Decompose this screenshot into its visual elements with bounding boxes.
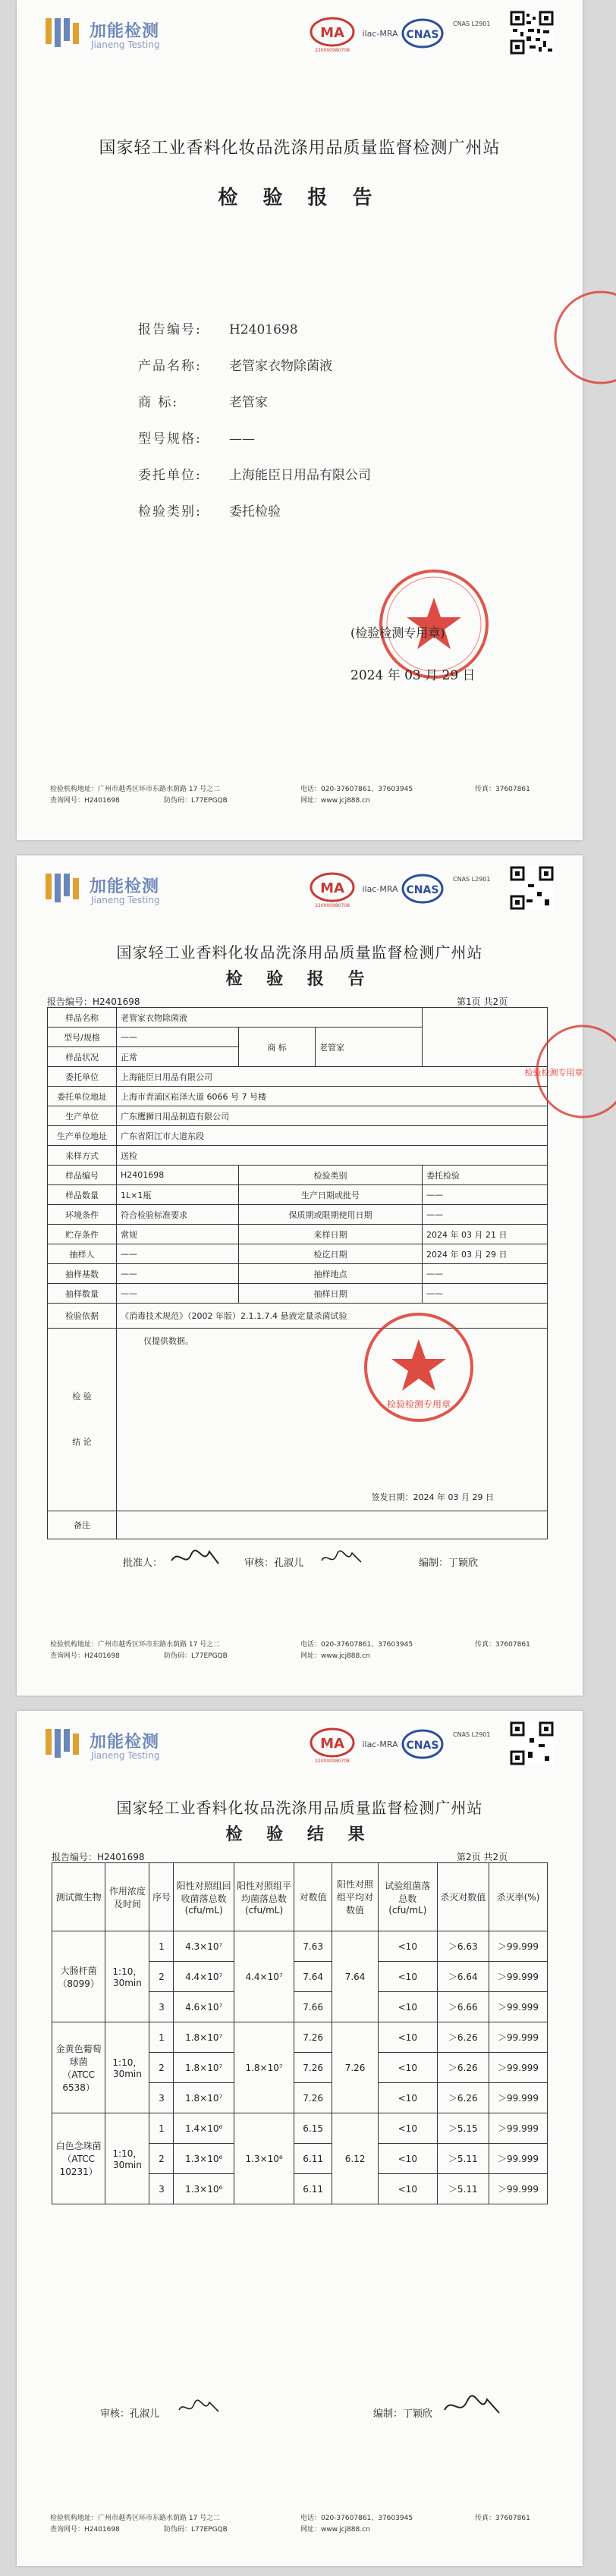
- table-cell: 4.4×10⁷: [174, 1962, 234, 1992]
- table-cell: 1.8×10⁷: [174, 2053, 234, 2083]
- table-cell: ——: [117, 1264, 239, 1284]
- table-cell: 抽样地点: [239, 1264, 423, 1284]
- logo-text: 加能检测: [90, 877, 160, 896]
- institution-name: 国家轻工业香料化妆品洗涤用品质量监督检测广州站: [116, 943, 483, 962]
- reviewer-signature-icon: [176, 2396, 222, 2419]
- table-cell: 3: [149, 1992, 174, 2022]
- table-cell: 广东鹰狮日用品制造有限公司: [117, 1106, 548, 1126]
- column-header: 测试微生物: [52, 1863, 105, 1931]
- table-cell: ＞6.63: [437, 1931, 489, 1962]
- table-cell: 1:10，30min: [105, 1931, 149, 2022]
- qr-code-icon[interactable]: [510, 1721, 554, 1765]
- footer-url[interactable]: 网址：www.jcj888.cn: [300, 2526, 370, 2534]
- table-cell: 1.8×10⁷: [234, 2022, 294, 2113]
- svg-text:MA: MA: [320, 1736, 344, 1752]
- footer-query: 查询网号：H2401698: [50, 1652, 120, 1660]
- table-cell: 贮存条件: [48, 1225, 117, 1244]
- table-row: [48, 1166, 548, 1185]
- logo-subtext: Jianeng Testing: [91, 895, 160, 905]
- svg-text:220000980708: 220000980708: [315, 1759, 350, 1764]
- table-cell: 检验类别: [239, 1166, 423, 1185]
- table-cell: ＞6.66: [437, 1992, 489, 2022]
- table-cell: [117, 1511, 548, 1539]
- field-value: 上海能臣日用品有限公司: [229, 468, 371, 483]
- reviewer-label: 审核：孔淑儿: [244, 1558, 304, 1569]
- table-cell: 上海能臣日用品有限公司: [117, 1067, 548, 1087]
- table-row: [48, 1146, 548, 1166]
- approver-signature-icon: [168, 1545, 222, 1571]
- cma-mark-icon: [309, 1727, 356, 1764]
- table-cell: 1: [149, 2113, 174, 2144]
- table-row: [48, 1225, 548, 1244]
- table-cell: ——: [423, 1205, 548, 1225]
- field-label: 报告编号:: [138, 322, 202, 337]
- field-label: 检验类别:: [138, 504, 202, 519]
- table-cell: 生产单位: [48, 1106, 117, 1126]
- table-cell: 商 标: [239, 1028, 316, 1067]
- report-detail-page: [17, 855, 583, 1696]
- table-cell: 2: [149, 1962, 174, 1992]
- table-cell: ＞5.11: [437, 2144, 489, 2174]
- table-cell: 来样日期: [239, 1225, 423, 1244]
- table-row: [48, 1126, 548, 1146]
- table-cell: ——: [423, 1284, 548, 1304]
- svg-text:220000980708: 220000980708: [315, 48, 350, 53]
- field-label: 产品名称:: [138, 359, 202, 374]
- svg-text:220000980708: 220000980708: [315, 903, 350, 908]
- table-cell: <10: [379, 2083, 438, 2113]
- cma-mark-icon: [309, 17, 356, 53]
- column-header: 杀灭对数值: [437, 1863, 489, 1931]
- table-cell: 1.3×10⁶: [174, 2174, 234, 2204]
- table-row: [48, 1087, 548, 1106]
- field-product-name: [138, 355, 332, 374]
- table-cell: 检验依据: [48, 1304, 117, 1329]
- table-cell: <10: [379, 2113, 438, 2144]
- column-header: 作用浓度及时间: [105, 1863, 149, 1931]
- table-cell: [423, 1008, 548, 1067]
- svg-text:MA: MA: [320, 25, 344, 41]
- editor-label: 编制：丁颖欣: [373, 2408, 433, 2420]
- cnas-number: CNAS L2901: [453, 20, 491, 27]
- cnas-number: CNAS L2901: [453, 1731, 491, 1738]
- footer-phone: 电话：020-37607861、37603945: [300, 1641, 413, 1649]
- report-number: 报告编号：H2401698: [52, 1852, 145, 1862]
- table-cell: 委托单位地址: [48, 1087, 117, 1106]
- footer-url[interactable]: 网址：www.jcj888.cn: [300, 1652, 370, 1660]
- table-row: [52, 2022, 548, 2053]
- field-value: 老管家衣物除菌液: [229, 359, 332, 374]
- column-header: 序号: [149, 1863, 174, 1931]
- table-cell: ＞99.999: [489, 2174, 548, 2204]
- table-cell: <10: [379, 1962, 438, 1992]
- table-row: [48, 1205, 548, 1225]
- table-cell: 7.26: [332, 2022, 379, 2113]
- qr-code-icon[interactable]: [510, 866, 554, 910]
- table-cell: 7.26: [294, 2022, 332, 2053]
- page-number: 第2页 共2页: [457, 1852, 508, 1862]
- field-model: [138, 428, 255, 447]
- footer-url[interactable]: 网址：www.jcj888.cn: [300, 797, 370, 805]
- footer-query: 查询网号：H2401698: [50, 2526, 120, 2534]
- table-cell: 老管家衣物除菌液: [117, 1008, 423, 1028]
- table-cell: ＞5.15: [437, 2113, 489, 2144]
- table-cell: 1.3×10⁶: [174, 2144, 234, 2174]
- table-cell: 4.6×10⁷: [174, 1992, 234, 2022]
- svg-text:检验检测专用章: 检验检测专用章: [386, 1399, 451, 1410]
- table-cell: ＞99.999: [489, 2022, 548, 2053]
- footer-fax: 传真：37607861: [475, 786, 530, 793]
- table-cell: 白色念珠菌（ATCC 10231）: [52, 2113, 105, 2204]
- table-cell: ＞99.999: [489, 2053, 548, 2083]
- column-header: 阳性对照组平均菌落总数(cfu/mL): [234, 1863, 294, 1931]
- cnas-mark-icon: [401, 1727, 445, 1764]
- table-cell: 备注: [48, 1511, 117, 1539]
- table-row: [48, 1106, 548, 1126]
- table-cell: ＞6.26: [437, 2083, 489, 2113]
- qr-code-icon[interactable]: [510, 11, 554, 55]
- table-cell: 老管家: [316, 1028, 423, 1067]
- column-header: 试验组菌落总数(cfu/mL): [379, 1863, 438, 1931]
- table-cell: 金黄色葡萄球菌（ATCC 6538）: [52, 2022, 105, 2113]
- table-cell: 1: [149, 2022, 174, 2053]
- table-cell: 7.26: [294, 2053, 332, 2083]
- jianeng-logo-icon: [44, 871, 85, 905]
- page-number: 第1页 共2页: [457, 996, 508, 1007]
- table-cell: 2: [149, 2144, 174, 2174]
- ilac-mra-icon: [362, 877, 398, 904]
- svg-text:ilac-MRA: ilac-MRA: [362, 29, 398, 39]
- table-cell: 广东省阳江市大道东段: [117, 1126, 548, 1146]
- field-label: 型号规格:: [138, 431, 202, 447]
- report-title: 检 验 报 告: [218, 187, 382, 209]
- table-cell: 来样方式: [48, 1146, 117, 1166]
- cnas-mark-icon: [401, 17, 445, 53]
- table-cell: 《消毒技术规范》（2002 年版）2.1.1.7.4 悬液定量杀菌试验: [117, 1304, 548, 1329]
- ilac-mra-icon: [362, 21, 398, 49]
- institution-name: 国家轻工业香料化妆品洗涤用品质量监督检测广州站: [116, 1799, 483, 1817]
- page-footer: [50, 784, 530, 807]
- conclusion-label: 结 论: [72, 1437, 92, 1447]
- ilac-mra-icon: [362, 1732, 398, 1759]
- table-cell: 大肠杆菌（8099）: [52, 1931, 105, 2022]
- table-row: [48, 1185, 548, 1205]
- table-cell: 7.26: [294, 2083, 332, 2113]
- field-brand: [138, 391, 268, 410]
- cma-mark-icon: [309, 872, 356, 908]
- table-cell: ＞5.11: [437, 2174, 489, 2204]
- table-cell: [48, 1329, 117, 1511]
- official-seal-icon: [362, 1310, 476, 1424]
- column-header: 杀灭率(%): [489, 1863, 548, 1931]
- footer-phone: 电话：020-37607861、37603945: [300, 2515, 413, 2522]
- table-cell: 委托单位: [48, 1067, 117, 1087]
- table-cell: ——: [423, 1264, 548, 1284]
- table-cell: 6.11: [294, 2144, 332, 2174]
- table-row: [52, 2113, 548, 2144]
- table-cell: <10: [379, 1992, 438, 2022]
- table-cell: ＞6.26: [437, 2022, 489, 2053]
- report-cover-page: [17, 0, 583, 840]
- footer-phone: 电话：020-37607861、37603945: [300, 786, 413, 793]
- footer-code: 防伪码：L77EPGQB: [164, 797, 228, 805]
- footer-fax: 传真：37607861: [475, 1641, 530, 1649]
- reviewer-label: 审核：孔淑儿: [100, 2408, 160, 2420]
- editor-label: 编制：丁颖欣: [419, 1558, 479, 1569]
- table-cell: <10: [379, 2053, 438, 2083]
- table-cell: [117, 1329, 548, 1511]
- table-cell: 上海市青浦区崧泽大道 6066 号 7 号楼: [117, 1087, 548, 1106]
- field-value: 老管家: [229, 395, 268, 410]
- svg-text:MA: MA: [320, 880, 344, 896]
- table-cell: 1.4×10⁶: [174, 2113, 234, 2144]
- table-cell: 样品状况: [48, 1047, 117, 1067]
- field-value: H2401698: [229, 322, 298, 337]
- report-title: 检 验 结 果: [225, 1825, 374, 1844]
- table-cell: 2024 年 03 月 29 日: [423, 1244, 548, 1264]
- table-cell: <10: [379, 2144, 438, 2174]
- table-cell: 检讫日期: [239, 1244, 423, 1264]
- table-cell: 型号/规格: [48, 1028, 117, 1047]
- table-cell: <10: [379, 2022, 438, 2053]
- table-cell: 7.64: [332, 1931, 379, 2022]
- editor-signature-icon: [442, 2393, 502, 2421]
- logo-text: 加能检测: [90, 1733, 160, 1752]
- test-results-page: [17, 1711, 583, 2566]
- table-cell: 1.3×10⁶: [234, 2113, 294, 2204]
- table-cell: 6.12: [332, 2113, 379, 2204]
- field-label: 委托单位:: [138, 468, 202, 483]
- table-cell: ＞99.999: [489, 2083, 548, 2113]
- table-cell: ＞6.26: [437, 2053, 489, 2083]
- table-cell: 1.8×10⁷: [174, 2083, 234, 2113]
- table-cell: 6.11: [294, 2174, 332, 2204]
- table-cell: 样品数量: [48, 1185, 117, 1205]
- table-cell: 抽样日期: [239, 1284, 423, 1304]
- issue-date: 签发日期：2024 年 03 月 29 日: [371, 1492, 494, 1502]
- approver-label: 批准人：: [123, 1558, 163, 1569]
- report-date: 2024 年 03 月 29 日: [350, 668, 476, 683]
- table-row: [48, 1284, 548, 1304]
- svg-text:ilac-MRA: ilac-MRA: [362, 1740, 398, 1749]
- table-cell: ＞99.999: [489, 1992, 548, 2022]
- table-cell: <10: [379, 1931, 438, 1962]
- table-cell: 抽样基数: [48, 1264, 117, 1284]
- table-cell: 1:10，30min: [105, 2113, 149, 2204]
- field-value: ——: [229, 431, 255, 447]
- table-cell: 2: [149, 2053, 174, 2083]
- table-cell: 7.66: [294, 1992, 332, 2022]
- table-cell: 样品名称: [48, 1008, 117, 1028]
- seal-caption: (检验检测专用章): [350, 626, 445, 640]
- table-cell: ——: [117, 1244, 239, 1264]
- field-client: [138, 464, 371, 483]
- institution-name: 国家轻工业香料化妆品洗涤用品质量监督检测广州站: [99, 139, 501, 158]
- cnas-number: CNAS L2901: [453, 876, 491, 883]
- table-cell: 环境条件: [48, 1205, 117, 1225]
- footer-address: 检验机构地址：广州市越秀区环市东路水荫路 17 号之二: [50, 1641, 221, 1649]
- table-row: [48, 1244, 548, 1264]
- svg-text:检验检测专用章: 检验检测专用章: [524, 1068, 583, 1078]
- table-cell: H2401698: [117, 1166, 239, 1185]
- table-cell: 1L×1瓶: [117, 1185, 239, 1205]
- table-cell: 生产日期或批号: [239, 1185, 423, 1205]
- table-cell: 2024 年 03 月 21 日: [423, 1225, 548, 1244]
- table-cell: 6.15: [294, 2113, 332, 2144]
- table-cell: ——: [117, 1028, 239, 1047]
- table-cell: 符合检验标准要求: [117, 1205, 239, 1225]
- page-footer: [50, 2513, 530, 2536]
- column-header: 对数值: [294, 1863, 332, 1931]
- table-cell: <10: [379, 2174, 438, 2204]
- report-title: 检 验 报 告: [225, 969, 374, 989]
- table-cell: 常规: [117, 1225, 239, 1244]
- field-label: 商 标:: [138, 395, 179, 410]
- table-row: [48, 1067, 548, 1087]
- footer-fax: 传真：37607861: [475, 2515, 530, 2522]
- table-cell: 抽样人: [48, 1244, 117, 1264]
- table-cell: ＞99.999: [489, 1962, 548, 1992]
- table-cell: 3: [149, 2083, 174, 2113]
- logo-subtext: Jianeng Testing: [91, 39, 160, 50]
- table-cell: 保质期或限期使用日期: [239, 1205, 423, 1225]
- logo-subtext: Jianeng Testing: [91, 1750, 160, 1761]
- table-row: [48, 1511, 548, 1539]
- sample-info-table: [47, 1007, 548, 1539]
- conclusion-text: 仅提供数据。: [143, 1336, 193, 1346]
- table-cell: 样品编号: [48, 1166, 117, 1185]
- footer-code: 防伪码：L77EPGQB: [164, 2526, 228, 2534]
- table-cell: ＞99.999: [489, 1931, 548, 1962]
- table-cell: 1.8×10⁷: [174, 2022, 234, 2053]
- table-row: [48, 1264, 548, 1284]
- table-cell: ——: [423, 1185, 548, 1205]
- results-table: [52, 1862, 548, 2204]
- table-row: [48, 1008, 548, 1028]
- table-cell: 正常: [117, 1047, 239, 1067]
- footer-address: 检验机构地址：广州市越秀区环市东路水荫路 17 号之二: [50, 2515, 221, 2522]
- field-category: [138, 500, 281, 519]
- report-number: 报告编号：H2401698: [47, 996, 140, 1007]
- svg-text:CNAS: CNAS: [406, 1740, 439, 1752]
- table-header-row: [52, 1863, 548, 1931]
- column-header: 阳性对照组回收菌落总数(cfu/mL): [174, 1863, 234, 1931]
- column-header: 阳性对照组平均对数值: [332, 1863, 379, 1931]
- edge-seal-icon: [548, 281, 616, 394]
- table-cell: 4.3×10⁷: [174, 1931, 234, 1962]
- table-row: [52, 1931, 548, 1962]
- table-cell: 送检: [117, 1146, 548, 1166]
- table-cell: ＞99.999: [489, 2113, 548, 2144]
- svg-text:CNAS: CNAS: [406, 29, 439, 41]
- table-cell: 委托检验: [423, 1166, 548, 1185]
- svg-text:CNAS: CNAS: [406, 884, 439, 896]
- field-value: 委托检验: [229, 504, 281, 519]
- field-report-no: [138, 318, 298, 337]
- table-cell: 1:10，30min: [105, 2022, 149, 2113]
- footer-address: 检验机构地址：广州市越秀区环市东路水荫路 17 号之二: [50, 786, 221, 793]
- reviewer-signature-icon: [319, 1547, 364, 1570]
- conclusion-label: 检 验: [72, 1392, 92, 1401]
- edge-seal-icon: [524, 1015, 583, 1128]
- table-cell: 1: [149, 1931, 174, 1962]
- logo-text: 加能检测: [90, 22, 160, 41]
- table-cell: 抽样数量: [48, 1284, 117, 1304]
- table-cell: 7.63: [294, 1931, 332, 1962]
- jianeng-logo-icon: [44, 15, 85, 50]
- jianeng-logo-icon: [44, 1726, 85, 1761]
- table-cell: 7.64: [294, 1962, 332, 1992]
- table-cell: ＞99.999: [489, 2144, 548, 2174]
- table-cell: 生产单位地址: [48, 1126, 117, 1146]
- table-cell: ＞6.64: [437, 1962, 489, 1992]
- page-footer: [50, 1639, 530, 1662]
- table-cell: ——: [117, 1284, 239, 1304]
- cnas-mark-icon: [401, 872, 445, 908]
- footer-query: 查询网号：H2401698: [50, 797, 120, 805]
- table-cell: 4.4×10⁷: [234, 1931, 294, 2022]
- footer-code: 防伪码：L77EPGQB: [164, 1652, 228, 1660]
- svg-text:ilac-MRA: ilac-MRA: [362, 884, 398, 894]
- table-cell: 3: [149, 2174, 174, 2204]
